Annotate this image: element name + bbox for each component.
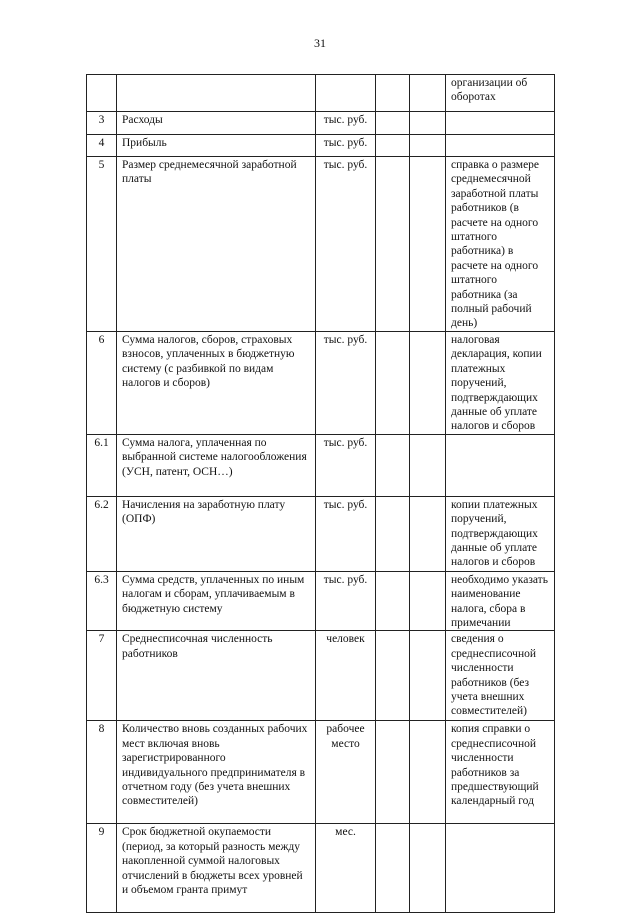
table-row: [87, 331, 555, 434]
row-number: 6: [87, 331, 117, 434]
unit: тыс. руб.: [316, 434, 376, 496]
row-number: 8: [87, 721, 117, 824]
value-cell-1: [376, 721, 410, 824]
value-cell-1: [376, 824, 410, 913]
value-cell-2: [410, 135, 446, 157]
indicator-name: Сумма налога, уплаченная по выбранной системе налогообложения (УСН, патент, ОСН…): [117, 434, 316, 496]
unit: тыс. руб.: [316, 331, 376, 434]
row-number: 3: [87, 112, 117, 135]
document-cell: [446, 135, 555, 157]
value-cell-1: [376, 496, 410, 571]
table-row: [87, 112, 555, 135]
row-number: 5: [87, 157, 117, 332]
document-cell: [446, 112, 555, 135]
row-number: 7: [87, 631, 117, 721]
indicator-name: [117, 75, 316, 112]
value-cell-1: [376, 331, 410, 434]
value-cell-2: [410, 434, 446, 496]
table-row: [87, 824, 555, 913]
document-cell: [446, 824, 555, 913]
unit: тыс. руб.: [316, 112, 376, 135]
row-number: 6.1: [87, 434, 117, 496]
unit: мес.: [316, 824, 376, 913]
page-number: 31: [314, 36, 326, 50]
document-cell: [446, 434, 555, 496]
indicator-name: Количество вновь созданных рабочих мест включая вновь зарегистрированного индивидуального предпринимателя в отчетном году (без учета внешних совместителей): [117, 721, 316, 824]
row-number: 6.2: [87, 496, 117, 571]
unit: человек: [316, 631, 376, 721]
value-cell-2: [410, 75, 446, 112]
value-cell-2: [410, 496, 446, 571]
row-number: 6.3: [87, 571, 117, 631]
value-cell-2: [410, 571, 446, 631]
document-cell: организации об оборотах: [446, 75, 555, 112]
indicators-table: [86, 74, 555, 913]
table-row: [87, 571, 555, 631]
table-row: [87, 496, 555, 571]
table-row: [87, 157, 555, 332]
value-cell-1: [376, 631, 410, 721]
value-cell-1: [376, 434, 410, 496]
indicator-name: Срок бюджетной окупаемости (период, за который разность между накопленной суммой налоговых отчислений в бюджеты всех уровней и объемом гранта примут: [117, 824, 316, 913]
value-cell-2: [410, 824, 446, 913]
indicator-name: Среднесписочная численность работников: [117, 631, 316, 721]
indicator-name: Размер среднемесячной заработной платы: [117, 157, 316, 332]
indicator-name: Начисления на заработную плату (ОПФ): [117, 496, 316, 571]
unit: тыс. руб.: [316, 571, 376, 631]
document-cell: копии платежных поручений, подтверждающих данные об уплате налогов и сборов: [446, 496, 555, 571]
unit: [316, 75, 376, 112]
document-cell: сведения о среднесписочной численности работников (без учета внешних совместителей): [446, 631, 555, 721]
value-cell-2: [410, 331, 446, 434]
indicator-name: Сумма налогов, сборов, страховых взносов, уплаченных в бюджетную систему (с разбивкой по видам налогов и сборов): [117, 331, 316, 434]
value-cell-1: [376, 571, 410, 631]
unit: тыс. руб.: [316, 496, 376, 571]
table-row: [87, 135, 555, 157]
unit: тыс. руб.: [316, 157, 376, 332]
row-number: 9: [87, 824, 117, 913]
indicator-name: Расходы: [117, 112, 316, 135]
value-cell-2: [410, 112, 446, 135]
unit: рабочее место: [316, 721, 376, 824]
row-number: 4: [87, 135, 117, 157]
indicator-name: Сумма средств, уплаченных по иным налогам и сборам, уплачиваемым в бюджетную систему: [117, 571, 316, 631]
value-cell-2: [410, 157, 446, 332]
document-cell: копия справки о среднесписочной численности работников за предшествующий календарный год: [446, 721, 555, 824]
table-row: [87, 434, 555, 496]
unit: тыс. руб.: [316, 135, 376, 157]
value-cell-1: [376, 75, 410, 112]
value-cell-1: [376, 135, 410, 157]
document-cell: необходимо указать наименование налога, сбора в примечании: [446, 571, 555, 631]
table-row: [87, 75, 555, 112]
value-cell-1: [376, 112, 410, 135]
table-body: [87, 75, 555, 913]
document-cell: налоговая декларация, копии платежных поручений, подтверждающих данные об уплате налогов и сборов: [446, 331, 555, 434]
value-cell-2: [410, 721, 446, 824]
row-number: [87, 75, 117, 112]
value-cell-2: [410, 631, 446, 721]
table-row: [87, 631, 555, 721]
table-row: [87, 721, 555, 824]
value-cell-1: [376, 157, 410, 332]
document-cell: справка о размере среднемесячной заработной платы работников (в расчете на одного штатного работника) в расчете на одного штатного работника (за полный рабочий день): [446, 157, 555, 332]
indicator-name: Прибыль: [117, 135, 316, 157]
